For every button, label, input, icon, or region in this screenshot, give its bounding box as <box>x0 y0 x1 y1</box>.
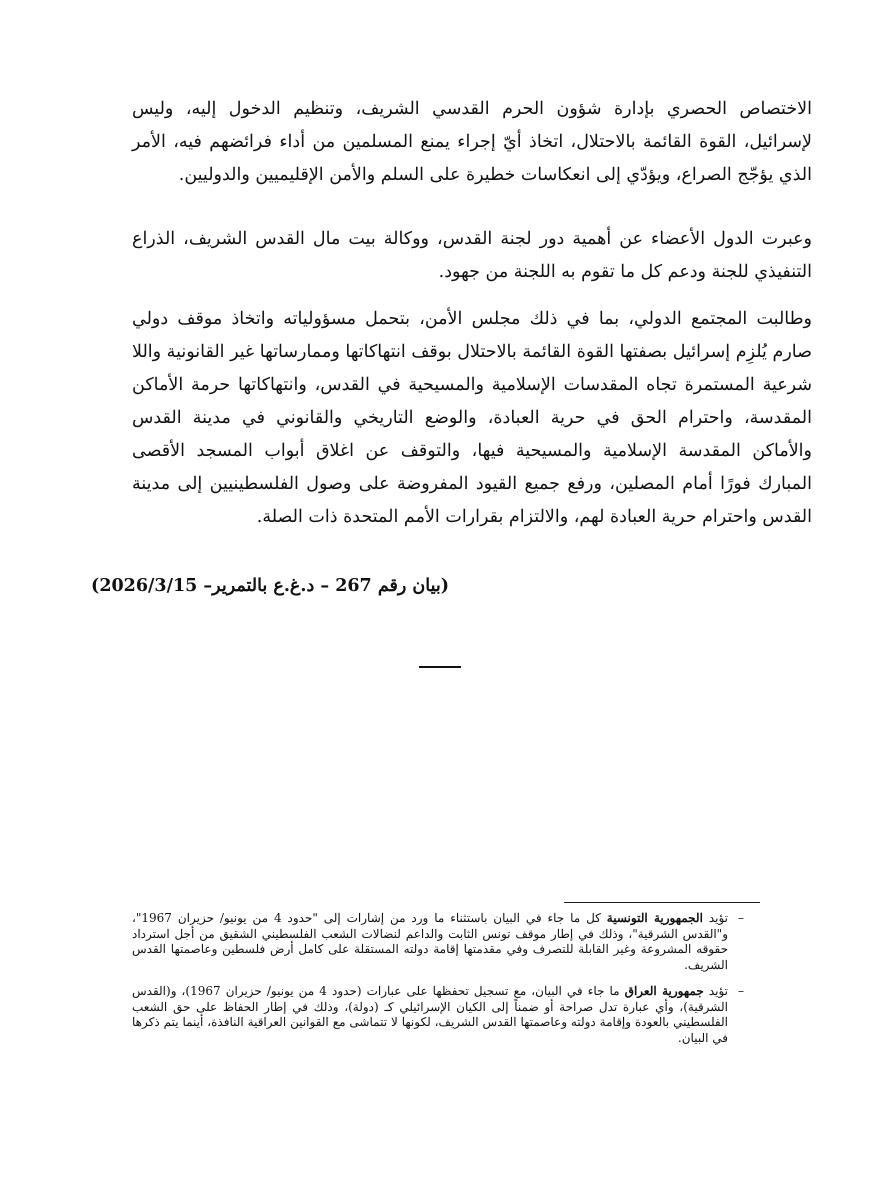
footnote-separator <box>564 902 760 903</box>
footnote-1-prefix: تؤيد <box>708 911 728 925</box>
end-divider <box>419 666 461 668</box>
body-paragraph-1: الاختصاص الحصري بإدارة شؤون الحرم القدسي الشريف، وتنظيم الدخول إليه، وليس لإسرائيل، القوة القائمة بالاحتلال، اتخاذ أيّ إجراء يمنع المسلمين من أداء فرائضهم فيه، الأمر الذي يؤجّج الصراع، ويؤدّي إلى انعكاسات خطيرة على السلم والأمن الإقليميين والدوليين. <box>132 99 812 185</box>
body-paragraph-2: وعبرت الدول الأعضاء عن أهمية دور لجنة القدس، ووكالة بيت مال القدس الشريف، الذراع التنفيذي للجنة ودعم كل ما تقوم به اللجنة من جهود. <box>132 229 812 282</box>
footnote-2-text: ما جاء في البيان، مع تسجيل تحفظها على عبارات (حدود 4 من يونيو/ حزيران 1967)، و(القدس الشرقية)، وأي عبارة تدل صراحة أو ضمناً إلى الكيان الإسرائيلي كـ (دولة)، وذلك في إطار الحفاظ على حق الشعب الفلسطيني بالعودة وإقامة دولته وعاصمتها القدس الشريف، لكونها لا تتماشى مع القوانين العراقية النافذة، أينما يتم ذكرها في البيان. <box>132 984 728 1045</box>
footnote-2-country: جمهورية العراق <box>624 984 704 998</box>
statement-reference: (بيان رقم 267 – د.غ.ع بالتمرير– 2026/3/15) <box>91 576 449 596</box>
footnote-2 <box>132 984 728 1046</box>
footnote-1-dash: – <box>738 911 744 925</box>
footnote-1-country: الجمهورية التونسية <box>606 911 703 925</box>
footnote-2-dash: – <box>738 984 744 998</box>
footnote-1-text: كل ما جاء في البيان باستثناء ما ورد من إشارات إلى "حدود 4 من يونيو/ حزيران 1967"، و"القدس الشرقية"، وذلك في إطار موقف تونس الثابت والداعم لنضالات الشعب الفلسطيني الشقيق من أجل استرداد حقوقه المشروعة وغير القابلة للتصرف وفي مقدمتها إقامة دولته المستقلة على كامل أرض فلسطين وعاصمتها القدس الشريف. <box>132 911 728 972</box>
footnote-1 <box>132 911 728 973</box>
footnote-2-prefix: تؤيد <box>708 984 729 998</box>
body-paragraph-3: وطالبت المجتمع الدولي، بما في ذلك مجلس الأمن، بتحمل مسؤولياته واتخاذ موقف دولي صارم يُلزِم إسرائيل بصفتها القوة القائمة بالاحتلال بوقف انتهاكاتها وممارساتها غير القانونية واللا شرعية المستمرة تجاه المقدسات الإسلامية والمسيحية في القدس، وانتهاكاتها حرمة الأماكن المقدسة، واحترام الحق في حرية العبادة، والوضع التاريخي والقانوني في مدينة القدس والأماكن المقدسة الإسلامية والمسيحية فيها، والتوقف عن اغلاق أبواب المسجد الأقصى المبارك فورًا أمام المصلين، ورفع جميع القيود المفروضة على وصول الفلسطينيين إلى مدينة القدس واحترام حرية العبادة لهم، والالتزام بقرارات الأمم المتحدة ذات الصلة. <box>132 309 812 527</box>
